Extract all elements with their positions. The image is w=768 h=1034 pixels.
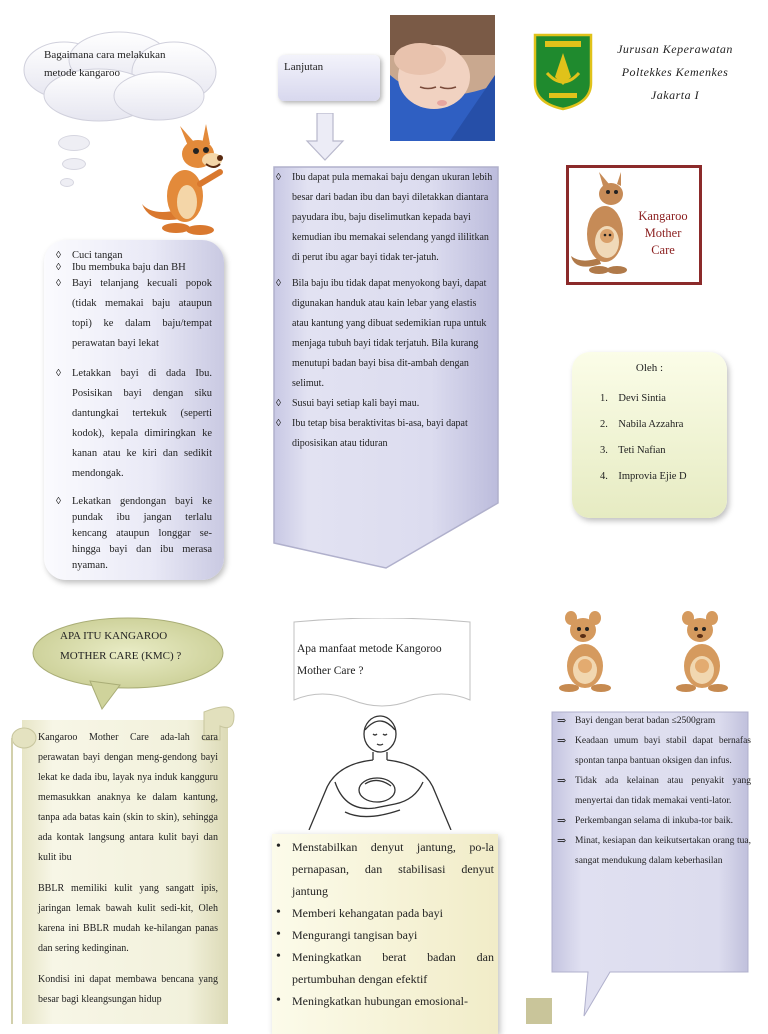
benefit-item: • Meningkatkan berat badan dan pertumbuhan dengan efektif: [292, 946, 494, 990]
benefits-box: [272, 834, 498, 1034]
steps-list: [72, 250, 212, 574]
authors-box: [572, 352, 727, 518]
kmc-question-text: APA ITU KANGAROO MOTHER CARE (KMC) ?: [60, 630, 182, 662]
benefit-item: • Memberi kehangatan pada bayi: [292, 902, 494, 924]
cloud-question: Bagaimana cara melakukan metode kangaroo: [44, 49, 166, 79]
lanjutan-label-box: [278, 55, 380, 101]
definition-paragraph: Kangaroo Mother Care ada-lah cara perawatan bayi dengan meng-gendong bayi lekat ke dada ibu, layak nya induk kangguru memasukkan anaknya ke dalam kantung, tanpa ada batas kain (skin to skin), sehingga ada kontak langsung antara kulit bayi dan kulit ibu: [38, 732, 218, 863]
step-item: ◊ Ibu membuka baju dan BH: [72, 262, 212, 274]
kmc-logo-frame: [566, 165, 702, 285]
step-item: ◊ Lekatkan gendongan bayi ke pundak ibu jangan terlalu kencang ataupun longgar se-hingga bayi dan ibu merasa nyaman.: [72, 494, 212, 574]
criteria-item: ⇒ Tidak ada kelainan atau penyakit yang menyertai dan tidak memakai venti-lator.: [575, 771, 751, 811]
thought-bubble-small-2: [62, 158, 86, 170]
definition-text: [38, 728, 218, 1021]
thought-bubble-small-3: [60, 178, 74, 187]
kangaroo-mother-illustration: [571, 172, 633, 276]
lanjutan-list: [292, 168, 494, 454]
definition-paragraph: Kondisi ini dapat membawa bencana yang besar bagi kleangsungan hidup: [38, 974, 218, 1005]
author-name: 4. Improvia Ejie D: [600, 471, 687, 482]
poltekkes-logo: [533, 33, 593, 111]
criteria-list: [575, 711, 751, 871]
kangaroo-pair-illustration-1: [555, 610, 617, 692]
author-name: 3. Teti Nafian: [600, 445, 666, 456]
institution-line: Jurusan Keperawatan: [617, 42, 733, 56]
mother-holding-baby-illustration: [305, 712, 455, 830]
lanjutan-item: ◊ Ibu tetap bisa beraktivitas bi-asa, bayi dapat diposisikan atau tiduran: [292, 414, 494, 454]
author-name: 1. Devi Sintia: [600, 393, 666, 404]
kangaroo-cartoon: [140, 124, 230, 236]
decorative-square: [526, 998, 552, 1024]
lanjutan-label: Lanjutan: [284, 61, 324, 73]
thought-bubble-small-1: [58, 135, 90, 151]
institution-line: Poltekkes Kemenkes: [621, 65, 729, 79]
authors-title: Oleh :: [635, 362, 664, 374]
benefits-list: [292, 836, 494, 1012]
kmc-logo-text: [631, 208, 695, 259]
step-item: ◊ Bayi telanjang kecuali popok (tidak memakai baju ataupun topi) ke dalam baju/tempat perawatan bayi lekat: [72, 274, 212, 354]
benefit-item: • Mengurangi tangisan bayi: [292, 924, 494, 946]
kmc-logo-line: Mother: [644, 226, 682, 240]
kmc-logo-line: Kangaroo: [638, 209, 688, 223]
benefit-item: • Meningkatkan hubungan emosional-: [292, 990, 494, 1012]
criteria-item: ⇒ Bayi dengan berat badan ≤2500gram: [575, 711, 751, 731]
criteria-item: ⇒ Minat, kesiapan dan keikutsertakan orang tua, sangat mendukung dalam keberhasilan: [575, 831, 751, 871]
lanjutan-item: ◊ Bila baju ibu tidak dapat menyokong bayi, dapat digunakan handuk atau kain lebar yang elastis atau kantung yang dibuat sedemikian rupa untuk menjaga tubuh bayi tidak terjatuh. Bila kurang menutupi badan bayi bisa dit-ambah dengan selimut.: [292, 274, 494, 394]
institution-line: Jakarta I: [650, 88, 700, 102]
kangaroo-pair-illustration-2: [672, 610, 734, 692]
criteria-item: ⇒ Keadaan umum bayi stabil dapat bernafas spontan tanpa bantuan oksigen dan infus.: [575, 731, 751, 771]
benefit-item: • Menstabilkan denyut jantung, po-la pernapasan, dan stabilisasi denyut jantung: [292, 836, 494, 902]
definition-paragraph: BBLR memiliki kulit yang sangatt ipis, jaringan lemak bawah kulit sedi-kit, Oleh karena ini BBLR mudah ke-hilangan panas dan sering kedinginan.: [38, 883, 218, 954]
criteria-item: ⇒ Perkembangan selama di inkuba-tor baik.: [575, 811, 751, 831]
down-arrow-icon: [305, 113, 345, 161]
step-item: ◊ Cuci tangan: [72, 250, 212, 262]
institution-name: [600, 38, 750, 107]
author-name: 2. Nabila Azzahra: [600, 419, 684, 430]
lanjutan-item: ◊ Susui bayi setiap kali bayi mau.: [292, 394, 494, 414]
benefit-question-text: Apa manfaat metode Kangoroo Mother Care ?: [297, 643, 442, 677]
lanjutan-item: ◊ Ibu dapat pula memakai baju dengan ukuran lebih besar dari badan ibu dan bayi diletakkan diantara payudara ibu, baju diselimutkan kepada bayi kemudian ibu memakai selendang yangd ililitkan di perut ibu agar bayi tidak ter-jatuh.: [292, 168, 494, 268]
kmc-logo-line: Care: [651, 243, 675, 257]
baby-photo: [390, 15, 495, 141]
authors-list: [600, 386, 687, 490]
step-item: ◊ Letakkan bayi di dada Ibu. Posisikan bayi dengan siku dantungkai tertekuk (seperti kodok), kepala dimiringkan ke kanan atau ke kiri dan sedikit mendongak.: [72, 364, 212, 484]
steps-box: [44, 240, 224, 580]
